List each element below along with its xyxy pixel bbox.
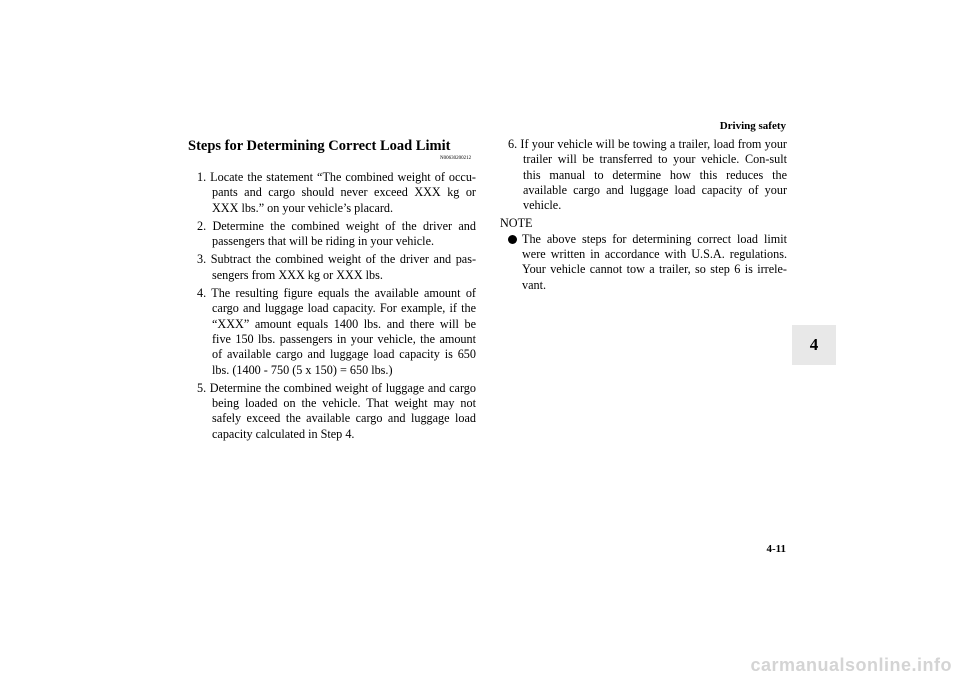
section-code: N00630200212 (440, 156, 472, 161)
step-1: 1. Locate the statement “The combined weight of occu-pants and cargo should never exceed XXX kg or XXX lbs.” on your vehicle’s placard. (197, 170, 476, 215)
note-label: NOTE (500, 216, 533, 231)
note-item (508, 232, 787, 293)
right-column (500, 137, 787, 293)
footer-watermark: carmanualsonline.info (750, 654, 952, 675)
step-2: 2. Determine the combined weight of the driver and passengers that will be riding in your vehicle. (197, 218, 476, 249)
left-column (197, 170, 476, 445)
running-header: Driving safety (719, 120, 786, 132)
step-5: 5. Determine the combined weight of luggage and cargo being loaded on the vehicle. That weight may not safely exceed the available cargo and luggage load capacity calculated in Step 4. (197, 380, 476, 441)
bullet-icon (508, 235, 517, 244)
section-heading: Steps for Determining Correct Load Limit (188, 138, 451, 154)
chapter-tab: 4 (792, 325, 836, 365)
step-6: 6. If your vehicle will be towing a trailer, load from your trailer will be transferred to your vehicle. Con-sult this manual to determine how this reduces the available cargo and luggage load capacity of your vehicle. (508, 137, 787, 213)
step-3: 3. Subtract the combined weight of the driver and pas-sengers from XXX kg or XXX lbs. (197, 252, 476, 282)
step-4: 4. The resulting figure equals the available amount of cargo and luggage load capacity. For example, if the “XXX” amount equals 1400 lbs. and there will be five 150 lbs. passengers in your vehicle, the amount of available cargo and luggage load capacity is 650 lbs. (1400 - 750 (5 x 150) = 650 lbs.) (197, 286, 476, 377)
page-number: 4-11 (766, 543, 786, 555)
note-text: The above steps for determining correct load limit were written in accordance with U.S.A. regulations. Your vehicle cannot tow a trailer, so step 6 is irrele-vant. (522, 231, 787, 292)
